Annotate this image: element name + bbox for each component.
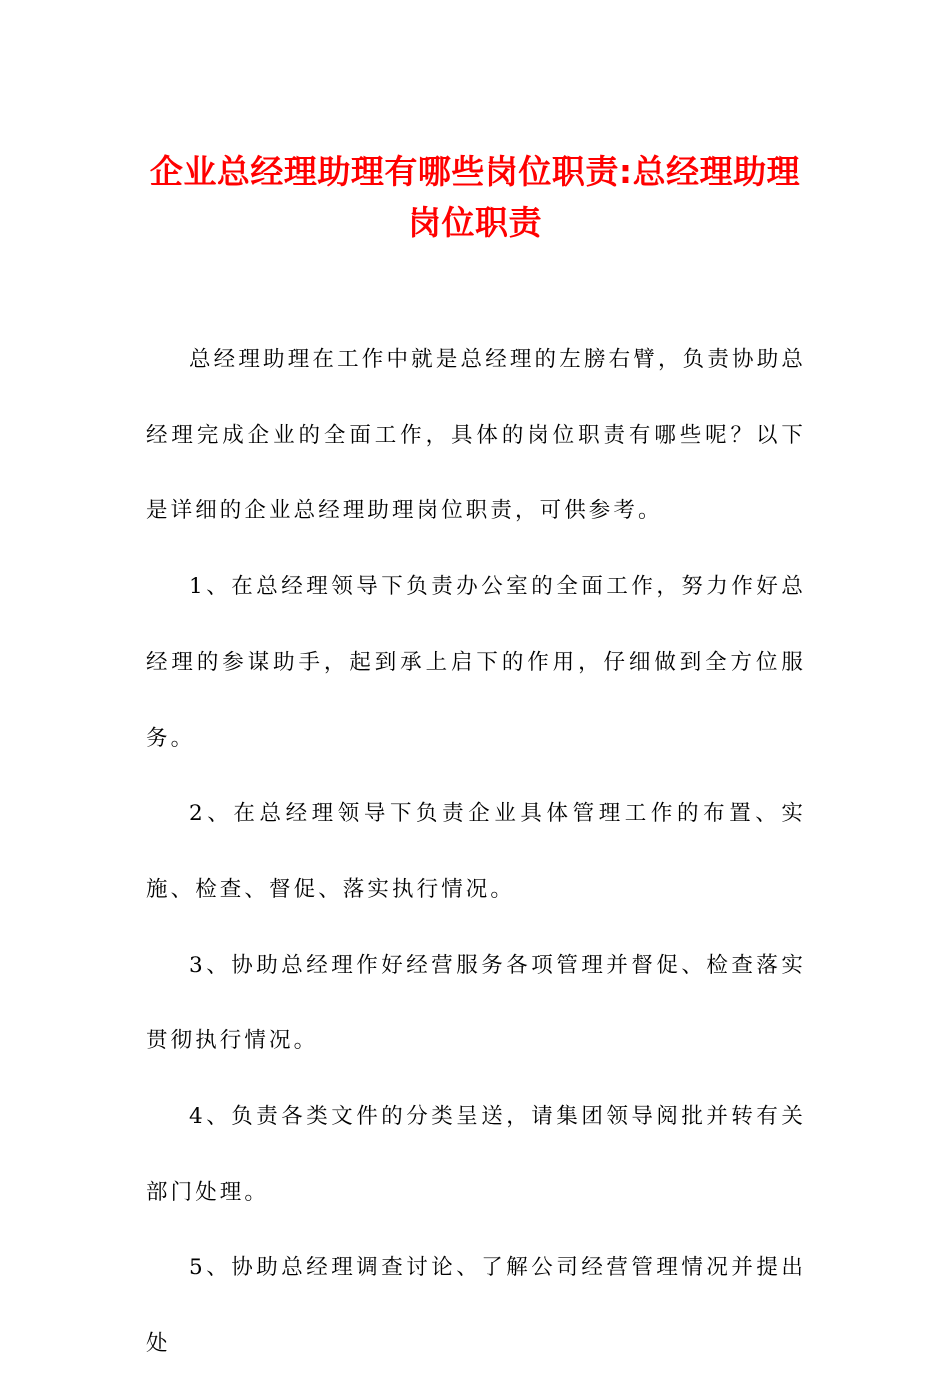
duty-paragraph-5: 5、协助总经理调查讨论、了解公司经营管理情况并提出处	[146, 1255, 806, 1357]
document-title: 企业总经理助理有哪些岗位职责:总经理助理岗位职责	[149, 152, 801, 242]
intro-paragraph: 总经理助理在工作中就是总经理的左膀右臂，负责协助总经理完成企业的全面工作，具体的岗位职责有哪些呢？以下是详细的企业总经理助理岗位职责，可供参考。	[146, 347, 806, 524]
document-body	[146, 322, 806, 1382]
duty-paragraph-1: 1、在总经理领导下负责办公室的全面工作，努力作好总经理的参谋助手，起到承上启下的作用，仔细做到全方位服务。	[146, 574, 806, 751]
duty-paragraph-2: 2、在总经理领导下负责企业具体管理工作的布置、实施、检查、督促、落实执行情况。	[146, 801, 806, 902]
duty-paragraph-4: 4、负责各类文件的分类呈送，请集团领导阅批并转有关部门处理。	[146, 1104, 806, 1205]
duty-paragraph-3: 3、协助总经理作好经营服务各项管理并督促、检查落实贯彻执行情况。	[146, 952, 806, 1054]
